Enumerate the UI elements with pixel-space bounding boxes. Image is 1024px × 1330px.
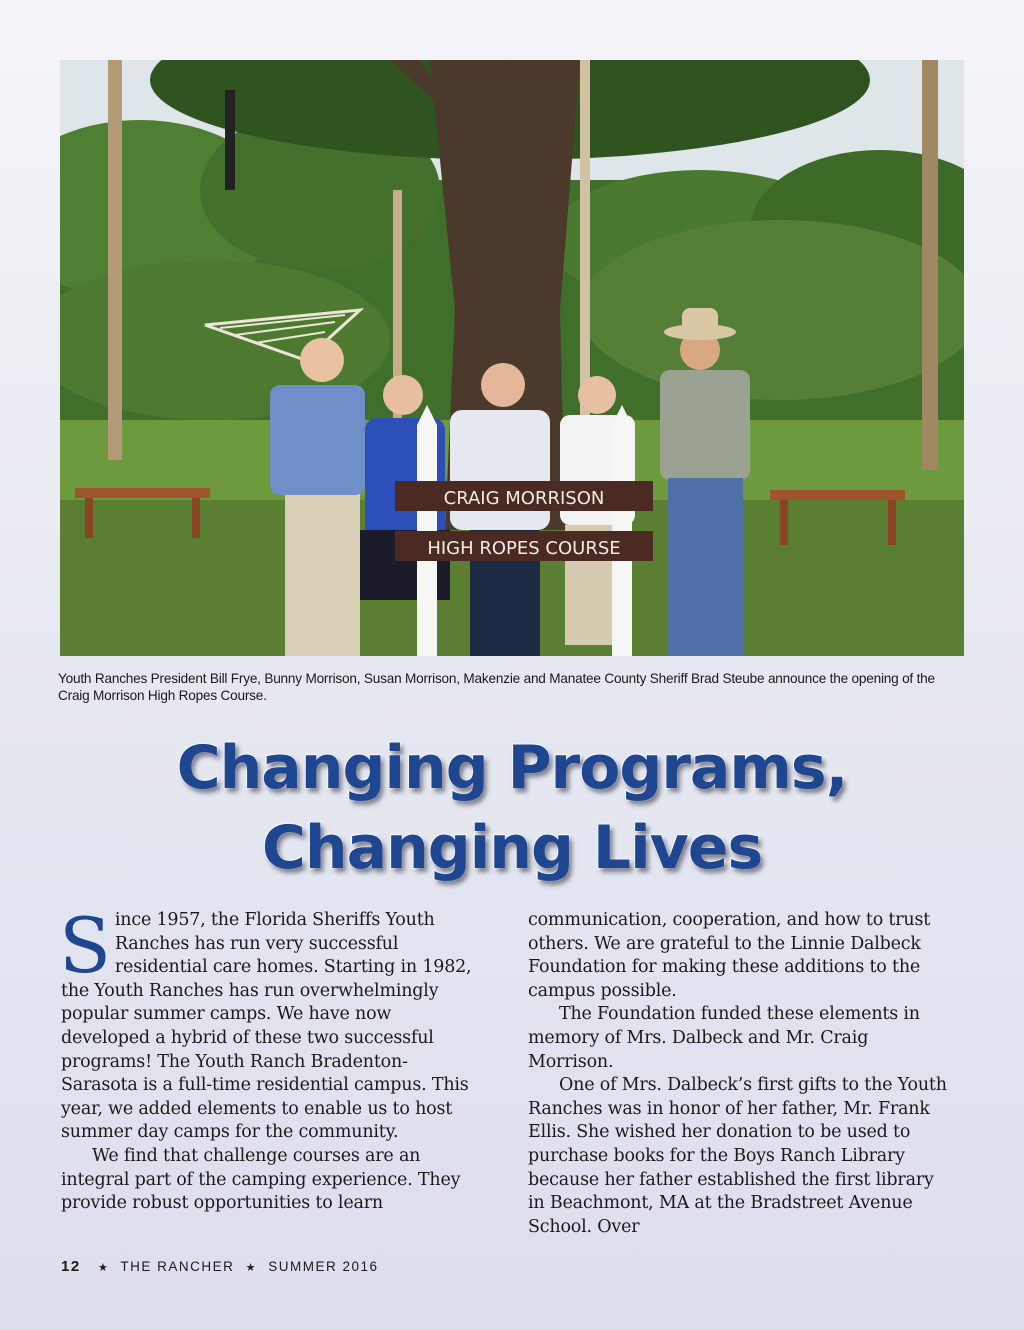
publication-name: THE RANCHER <box>120 1259 235 1274</box>
paragraph-4: The Foundation funded these elements in memory of Mrs. Dalbeck and Mr. Craig Morrison. <box>528 1004 920 1072</box>
sign-line-2: HIGH ROPES COURSE <box>427 538 621 559</box>
paragraph-5: One of Mrs. Dalbeck’s first gifts to the Youth Ranches was in honor of her father, Mr. Frank Ellis. She wished her donation to be used to purchase books for the Boys Ranch Library because her father established the first library in Beachmont, MA at the Bradstreet Avenue School. Over <box>528 1075 947 1237</box>
article-column-left <box>59 901 481 1216</box>
drop-cap: S <box>59 901 111 990</box>
headline-line-2: Changing Lives <box>261 813 763 883</box>
paragraph-1-text: ince 1957, the Florida Sheriffs Youth Ranches has run very successful residential care homes. Starting in 1982, the Youth Ranches has run overwhelmingly popular summer camps. We have now developed a hybrid of these two successful programs! The Youth Ranch Bradenton-Sarasota is a full-time residential campus. This year, we added elements to enable us to host summer day camps for the community. <box>61 910 472 1143</box>
page-footer <box>61 1258 379 1275</box>
feature-photo <box>60 60 964 656</box>
photo-caption: Youth Ranches President Bill Frye, Bunny Morrison, Susan Morrison, Makenzie and Manatee County Sheriff Brad Steube announce the opening of the Craig Morrison High Ropes Course. <box>58 671 935 703</box>
headline-line-1: Changing Programs, <box>176 733 848 803</box>
paragraph-1 <box>59 901 481 1145</box>
sign-line-1: CRAIG MORRISON <box>443 488 605 509</box>
article-headline <box>0 728 1024 888</box>
paragraph-2: We find that challenge courses are an integral part of the camping experience. They provide robust opportunities to learn <box>61 1145 461 1214</box>
star-separator-icon: ★ <box>245 1262 257 1274</box>
page-number: 12 <box>61 1258 81 1275</box>
ropes-course-photo <box>60 60 964 656</box>
paragraph-3: communication, cooperation, and how to trust others. We are grateful to the Linnie Dalbeck Foundation for making these additions to the campus possible. <box>528 910 931 1001</box>
article-column-right <box>528 909 948 1239</box>
issue-label: SUMMER 2016 <box>268 1259 379 1274</box>
star-separator-icon: ★ <box>97 1262 110 1274</box>
